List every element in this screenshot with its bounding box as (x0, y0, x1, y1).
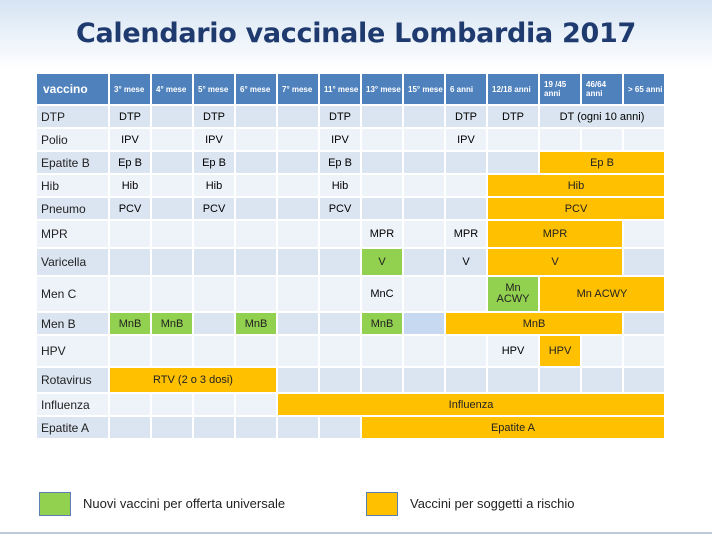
cell (446, 198, 486, 219)
header-col: 15° mese (404, 74, 444, 104)
vaccination-calendar-table (35, 72, 666, 440)
cell (624, 313, 664, 334)
cell (110, 417, 150, 438)
header-col: 7° mese (278, 74, 318, 104)
cell (362, 336, 402, 366)
cell (404, 368, 444, 392)
cell: Ep B (320, 152, 360, 173)
legend-label-universal: Nuovi vaccini per offerta universale (83, 496, 286, 511)
cell (236, 249, 276, 275)
header-col: 5° mese (194, 74, 234, 104)
cell (152, 152, 192, 173)
vaccine-name: Hib (37, 175, 108, 196)
cell (110, 336, 150, 366)
vaccine-name: MPR (37, 221, 108, 247)
risk-cell: Influenza (278, 394, 664, 415)
cell (236, 198, 276, 219)
header-col: > 65 anni (624, 74, 664, 104)
universal-cell: Mn ACWY (488, 277, 538, 311)
cell (278, 175, 318, 196)
cell (446, 368, 486, 392)
cell (582, 129, 622, 150)
cell (236, 129, 276, 150)
cell (582, 368, 622, 392)
header-col: 19 /45 anni (540, 74, 580, 104)
cell (446, 336, 486, 366)
cell: IPV (320, 129, 360, 150)
cell (362, 106, 402, 127)
cell: HPV (488, 336, 538, 366)
vaccine-name: Influenza (37, 394, 108, 415)
cell (236, 277, 276, 311)
cell (278, 336, 318, 366)
cell (362, 129, 402, 150)
cell (404, 221, 444, 247)
cell (278, 221, 318, 247)
risk-cell: HPV (540, 336, 580, 366)
table-row (37, 249, 664, 275)
cell (446, 152, 486, 173)
vaccine-name: DTP (37, 106, 108, 127)
cell: PCV (110, 198, 150, 219)
cell (320, 249, 360, 275)
universal-cell: MnB (362, 313, 402, 334)
risk-cell: Ep B (540, 152, 664, 173)
header-col: 3° mese (110, 74, 150, 104)
vaccine-name: Men B (37, 313, 108, 334)
bottom-divider (0, 532, 712, 534)
cell (152, 198, 192, 219)
cell: MPR (362, 221, 402, 247)
table-row (37, 313, 664, 334)
cell (404, 198, 444, 219)
table-row (37, 129, 664, 150)
table-row (37, 368, 664, 392)
cell (236, 106, 276, 127)
universal-cell: MnB (110, 313, 150, 334)
cell: MPR (446, 221, 486, 247)
cell: Hib (194, 175, 234, 196)
cell (582, 336, 622, 366)
header-vaccine: vaccino (37, 74, 108, 104)
cell (362, 198, 402, 219)
cell (152, 106, 192, 127)
header-row (37, 74, 664, 104)
risk-cell: RTV (2 o 3 dosi) (110, 368, 276, 392)
vaccine-name: Pneumo (37, 198, 108, 219)
table-row (37, 221, 664, 247)
cell: IPV (110, 129, 150, 150)
cell (236, 394, 276, 415)
cell (152, 336, 192, 366)
risk-cell: V (488, 249, 622, 275)
cell (404, 129, 444, 150)
header-col: 12/18 anni (488, 74, 538, 104)
cell (362, 368, 402, 392)
cell (194, 336, 234, 366)
cell (404, 277, 444, 311)
cell: V (446, 249, 486, 275)
cell: Hib (320, 175, 360, 196)
table-row (37, 198, 664, 219)
cell: MnC (362, 277, 402, 311)
cell: DTP (446, 106, 486, 127)
cell (194, 277, 234, 311)
vaccine-name: Epatite A (37, 417, 108, 438)
table-row (37, 394, 664, 415)
cell (194, 249, 234, 275)
cell (278, 152, 318, 173)
cell (488, 152, 538, 173)
legend-swatch-universal (39, 492, 71, 516)
cell (194, 394, 234, 415)
legend-label-risk: Vaccini per soggetti a rischio (410, 496, 575, 511)
cell (236, 175, 276, 196)
cell (278, 129, 318, 150)
cell (624, 221, 664, 247)
cell (278, 249, 318, 275)
cell (194, 313, 234, 334)
cell (362, 152, 402, 173)
cell: Hib (110, 175, 150, 196)
cell (152, 129, 192, 150)
risk-cell: PCV (488, 198, 664, 219)
cell (446, 277, 486, 311)
cell (236, 221, 276, 247)
cell (278, 313, 318, 334)
cell (540, 129, 580, 150)
cell (404, 249, 444, 275)
risk-cell: MnB (446, 313, 622, 334)
header-col: 6 anni (446, 74, 486, 104)
cell: Ep B (194, 152, 234, 173)
vaccine-name: Men C (37, 277, 108, 311)
cell (278, 417, 318, 438)
cell: DTP (320, 106, 360, 127)
cell: DTP (110, 106, 150, 127)
cell (194, 417, 234, 438)
cell (194, 221, 234, 247)
cell (320, 336, 360, 366)
cell (320, 221, 360, 247)
universal-cell: MnB (152, 313, 192, 334)
cell (624, 249, 664, 275)
cell (320, 417, 360, 438)
vaccine-name: Polio (37, 129, 108, 150)
cell (152, 277, 192, 311)
header-col: 46/64 anni (582, 74, 622, 104)
cell (152, 417, 192, 438)
cell (404, 336, 444, 366)
cell (236, 417, 276, 438)
universal-cell: V (362, 249, 402, 275)
cell (152, 221, 192, 247)
cell: IPV (446, 129, 486, 150)
vaccine-name: Epatite B (37, 152, 108, 173)
header-col: 13° mese (362, 74, 402, 104)
risk-cell: Hib (488, 175, 664, 196)
cell (404, 152, 444, 173)
cell (278, 368, 318, 392)
cell (624, 129, 664, 150)
cell (404, 313, 444, 334)
vaccine-name: Rotavirus (37, 368, 108, 392)
cell (320, 277, 360, 311)
universal-cell: MnB (236, 313, 276, 334)
table-row (37, 417, 664, 438)
cell (110, 277, 150, 311)
table-row (37, 175, 664, 196)
cell (152, 249, 192, 275)
cell (488, 368, 538, 392)
cell: Ep B (110, 152, 150, 173)
legend-swatch-risk (366, 492, 398, 516)
cell (236, 336, 276, 366)
risk-cell: MPR (488, 221, 622, 247)
cell: IPV (194, 129, 234, 150)
cell (404, 106, 444, 127)
cell (110, 221, 150, 247)
cell (278, 198, 318, 219)
cell (320, 368, 360, 392)
table-row (37, 336, 664, 366)
table-row (37, 277, 664, 311)
cell: DTP (194, 106, 234, 127)
cell (152, 175, 192, 196)
vaccine-name: HPV (37, 336, 108, 366)
cell (540, 368, 580, 392)
cell (110, 394, 150, 415)
table-row (37, 152, 664, 173)
cell: PCV (194, 198, 234, 219)
cell (278, 277, 318, 311)
cell: DT (ogni 10 anni) (540, 106, 664, 127)
cell (624, 368, 664, 392)
risk-cell: Epatite A (362, 417, 664, 438)
vaccine-name: Varicella (37, 249, 108, 275)
cell (320, 313, 360, 334)
page-title: Calendario vaccinale Lombardia 2017 (76, 18, 636, 49)
cell (446, 175, 486, 196)
cell (110, 249, 150, 275)
header-col: 11° mese (320, 74, 360, 104)
cell (488, 129, 538, 150)
table-row (37, 106, 664, 127)
cell (152, 394, 192, 415)
cell (362, 175, 402, 196)
cell (404, 175, 444, 196)
header-col: 6° mese (236, 74, 276, 104)
cell (236, 152, 276, 173)
header-col: 4° mese (152, 74, 192, 104)
risk-cell: Mn ACWY (540, 277, 664, 311)
cell: PCV (320, 198, 360, 219)
cell: DTP (488, 106, 538, 127)
cell (278, 106, 318, 127)
cell (624, 336, 664, 366)
